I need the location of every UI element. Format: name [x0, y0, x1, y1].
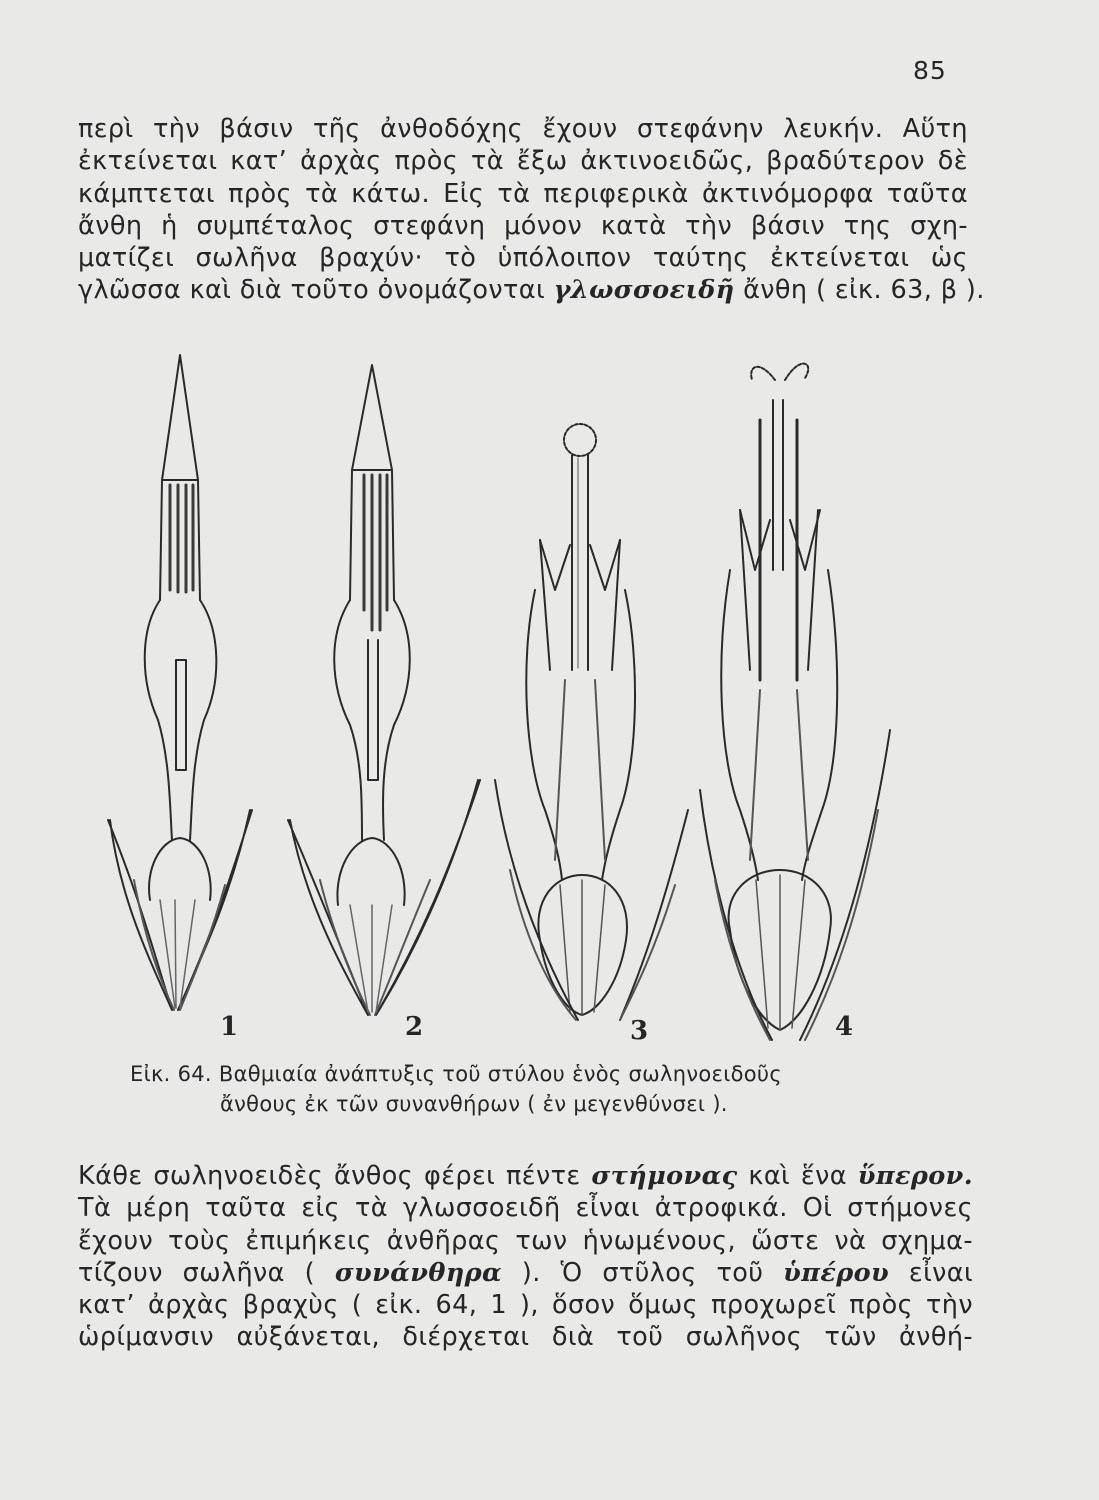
- paragraph-1-line: ματίζει σωλῆνα βραχύν· τὸ ὑπόλοιπον ταύτης ἐκτείνεται ὡς: [78, 243, 968, 274]
- paragraph-2-line: [78, 1257, 973, 1289]
- flower-drawing-2: [288, 365, 480, 1015]
- paragraph-2: [78, 1160, 973, 1354]
- paragraph-1-line: κάμπτεται πρὸς τὰ κάτω. Εἰς τὰ περιφερικὰ ἀκτινόμορφα ταῦτα: [78, 178, 968, 209]
- paragraph-1-line: ἐκτείνεται κατ’ ἀρχὰς πρὸς τὰ ἔξω ἀκτινοειδῶς, βραδύτερον δὲ: [78, 146, 968, 177]
- flower-illustration: [100, 340, 910, 1060]
- text-run: καὶ ἕνα: [737, 1161, 858, 1191]
- term-yperon: ὕπερον.: [857, 1161, 973, 1191]
- paragraph-1-line: ἄνθη ἡ συμπέταλος στεφάνη μόνον κατὰ τὴν βάσιν της σχη-: [78, 210, 968, 241]
- flower-drawing-1: [108, 355, 252, 1010]
- paragraph-1-last-line: [78, 274, 985, 306]
- caption-line-1: Εἰκ. 64. Βαθμιαία ἀνάπτυξις τοῦ στύλου ἑνὸς σωληνοειδοῦς: [130, 1062, 782, 1086]
- flower-drawing-3: [495, 424, 688, 1020]
- caption-line-2: ἄνθους ἐκ τῶν συνανθήρων ( ἐν μεγενθύνσει ).: [220, 1092, 728, 1116]
- paragraph-2-line: κατ’ ἀρχὰς βραχὺς ( εἰκ. 64, 1 ), ὅσον ὅμως προχωρεῖ πρὸς τὴν: [78, 1290, 973, 1321]
- text-run: τίζουν σωλῆνα (: [78, 1257, 335, 1288]
- text-run: Κάθε σωληνοειδὲς ἄνθος φέρει πέντε: [78, 1161, 592, 1191]
- figure-label-2: 2: [405, 1012, 424, 1042]
- text-run: ἄνθη ( εἰκ. 63, β ).: [734, 275, 985, 306]
- flower-drawing-4: [700, 364, 890, 1040]
- text-run: ). Ὁ στῦλος τοῦ: [502, 1257, 784, 1288]
- figure-caption: [130, 1059, 900, 1119]
- paragraph-1-line: περὶ τὴν βάσιν τῆς ἀνθοδόχης ἔχουν στεφάνην λευκήν. Αὕτη: [78, 114, 968, 144]
- figure-label-3: 3: [630, 1016, 649, 1046]
- figure-label-1: 1: [220, 1012, 239, 1042]
- paragraph-2-line: [78, 1160, 973, 1192]
- figure-label-4: 4: [835, 1012, 854, 1042]
- figure-64: [100, 340, 910, 1060]
- text-run: εἶναι: [889, 1257, 973, 1288]
- term-yperou: ὑπέρου: [783, 1257, 890, 1288]
- page-number: 85: [913, 56, 947, 85]
- term-stimonas: στήμονας: [591, 1161, 738, 1191]
- paragraph-1: [78, 113, 985, 307]
- paragraph-2-line: ἔχουν τοὺς ἐπιμήκεις ἀνθῆρας των ἡνωμένους, ὥστε νὰ σχημα-: [78, 1225, 973, 1256]
- term-glossoeidi: γλωσσοειδῆ: [553, 275, 735, 306]
- paragraph-2-line: ὡρίμανσιν αὐξάνεται, διέρχεται διὰ τοῦ σωλῆνος τῶν ἀνθή-: [78, 1322, 973, 1353]
- term-synanthira: συνάνθηρα: [334, 1257, 503, 1288]
- paragraph-2-line: Τὰ μέρη ταῦτα εἰς τὰ γλωσσοειδῆ εἶναι ἀτροφικά. Οἱ στήμονες: [78, 1193, 973, 1224]
- text-run: γλῶσσα καὶ διὰ τοῦτο ὀνομάζονται: [78, 275, 554, 306]
